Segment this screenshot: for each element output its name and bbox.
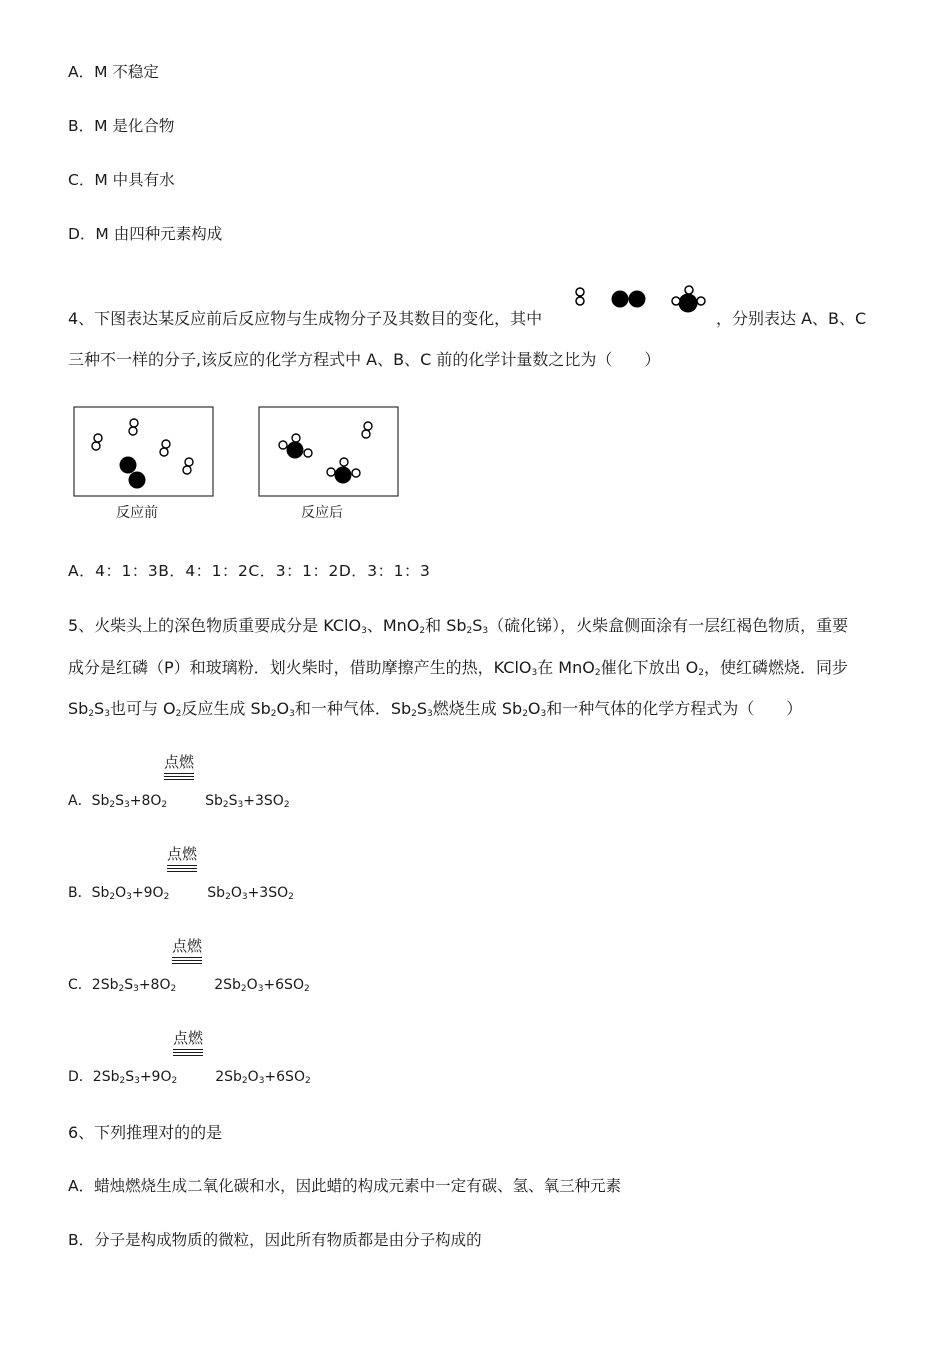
q4-options: A．4：1：3B．4：1：2C．3：1：2D．3：1：3: [68, 562, 431, 580]
q3-option-d: D．M 由四种元素构成: [68, 225, 223, 243]
q5-option-c: C．$2Sb_2S_3+8O_2$ $2Sb_2O_3+6SO_2$: [68, 977, 310, 994]
condition-c: 点燃: [172, 935, 202, 964]
q3-option-c: C．M 中具有水: [68, 171, 175, 189]
q4-stem-part1: 4、下图表达某反应前后反应物与生成物分子及其数目的变化，其中: [68, 309, 543, 328]
q5-option-b: B．$Sb_2O_3+9O_2$ $Sb_2O_3+3SO_2$: [68, 885, 294, 902]
q6-option-b: B．分子是构成物质的微粒，因此所有物质都是由分子构成的: [68, 1231, 482, 1249]
before-label: 反应前: [116, 505, 158, 521]
molecule-c-icon: [672, 286, 705, 313]
molecule-a-icon: [576, 288, 584, 305]
q5-option-a: A．$Sb_2S_3+8O_2$ $Sb_2S_3+3SO_2$: [68, 793, 290, 810]
condition-d: 点燃: [173, 1027, 203, 1056]
q5-option-d: D．$2Sb_2S_3+9O_2$ $2Sb_2O_3+6SO_2$: [68, 1069, 311, 1086]
q5-line2: 成分是红磷（P）和玻璃粉．划火柴时，借助摩擦产生的热，KClO$_3$在 MnO$_2$催化下放出 $O_2$，使红磷燃烧．同步: [68, 658, 849, 678]
q6-option-a: A．蜡烛燃烧生成二氧化碳和水，因此蜡的构成元素中一定有碳、氢、氧三种元素: [68, 1177, 622, 1195]
after-label: 反应后: [301, 505, 343, 521]
condition-b: 点燃: [167, 843, 197, 872]
q4-stem-part2: ，分别表达 A、B、C: [716, 309, 867, 328]
after-box: [259, 407, 398, 496]
q3-option-b: B．M 是化合物: [68, 117, 175, 135]
molecule-legend-icon: [568, 284, 718, 318]
q4-stem-line2: 三种不一样的分子,该反应的化学方程式中 A、B、C 前的化学计量数之比为（ ）: [68, 350, 661, 369]
reaction-diagram: [72, 405, 402, 500]
q6-stem: 6、下列推理对的的是: [68, 1123, 223, 1142]
condition-a: 点燃: [164, 751, 194, 780]
molecule-b-icon: [612, 291, 646, 308]
q5-line3: $Sb_2S_3$也可与 $O_2$反应生成 $Sb_2O_3$和一种气体．$Sb_2S_3$燃烧生成 $Sb_2O_3$和一种气体的化学方程式为（ ）: [68, 699, 803, 719]
q5-line1: 5、火柴头上的深色物质重要成分是 KClO$_3$、MnO$_2$和 $Sb_2S_3$（硫化锑），火柴盒侧面涂有一层红褐色物质，重要: [68, 616, 849, 636]
q3-option-a: A．M 不稳定: [68, 63, 159, 81]
